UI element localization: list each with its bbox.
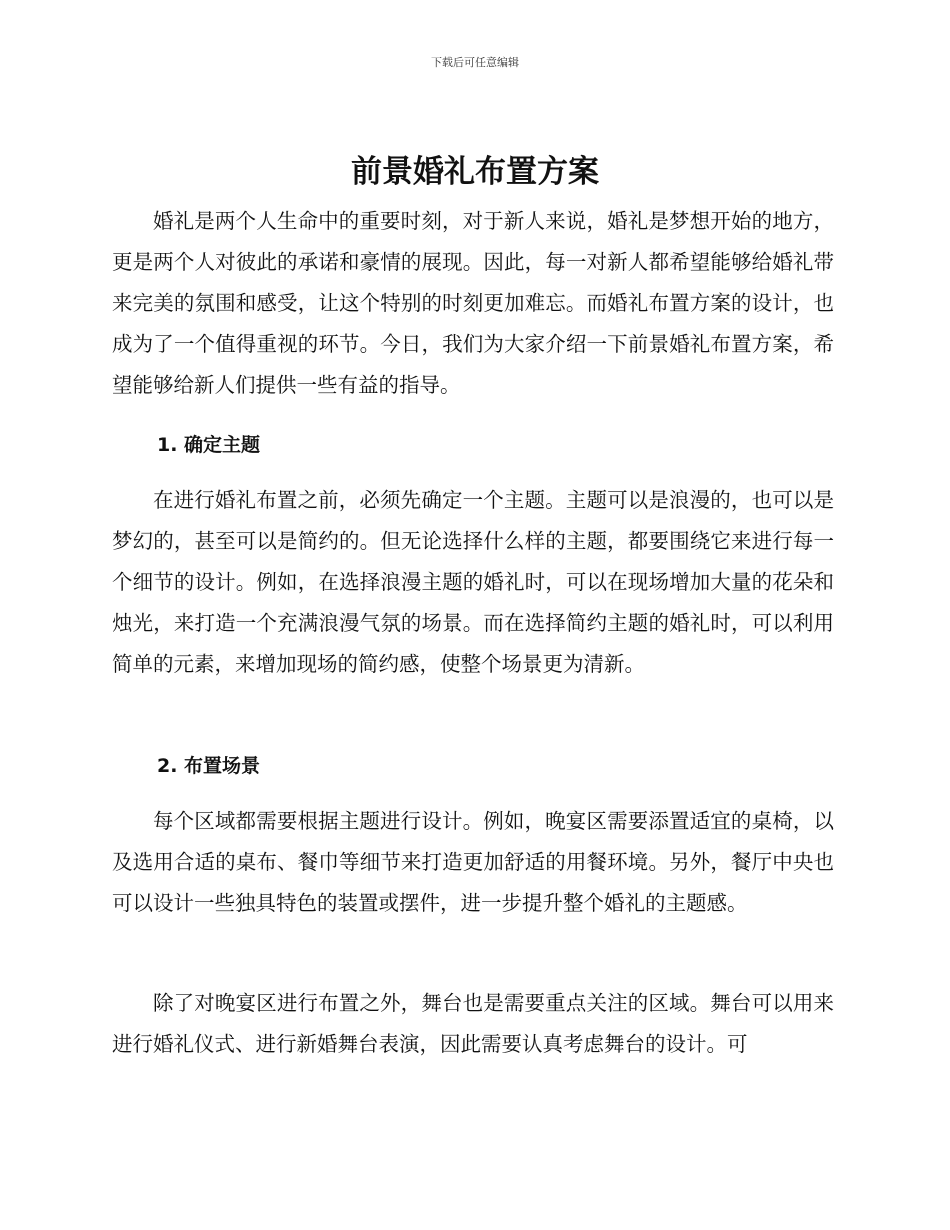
section-2-body-a (112, 801, 834, 924)
intro-paragraph: 婚礼是两个人生命中的重要时刻，对于新人来说，婚礼是梦想开始的地方，更是两个人对彼此的承诺和豪情的展现。因此，每一对新人都希望能够给婚礼带来完美的氛围和感受，让这个特别的时刻更加难忘。而婚礼布置方案的设计，也成为了一个值得重视的环节。今日，我们为大家介绍一下前景婚礼布置方案，希望能够给新人们提供一些有益的指导。 (112, 209, 834, 397)
section-2-paragraph-2: 除了对晚宴区进行布置之外，舞台也是需要重点关注的区域。舞台可以用来进行婚礼仪式、进行新婚舞台表演，因此需要认真考虑舞台的设计。可 (112, 991, 834, 1056)
section-1-paragraph-1: 在进行婚礼布置之前，必须先确定一个主题。主题可以是浪漫的，也可以是梦幻的，甚至可以是简约的。但无论选择什么样的主题，都要围绕它来进行每一个细节的设计。例如，在选择浪漫主题的婚礼时，可以在现场增加大量的花朵和烛光，来打造一个充满浪漫气氛的场景。而在选择简约主题的婚礼时，可以利用简单的元素，来增加现场的简约感，使整个场景更为清新。 (112, 488, 834, 676)
intro-block (112, 201, 834, 406)
header-note: 下载后可任意编辑 (431, 56, 519, 69)
section-2-paragraph-1: 每个区域都需要根据主题进行设计。例如，晚宴区需要添置适宜的桌椅，以及选用合适的桌布、餐巾等细节来打造更加舒适的用餐环境。另外，餐厅中央也可以设计一些独具特色的装置或摆件，进一步提升整个婚礼的主题感。 (112, 809, 834, 915)
section-2-body-b (112, 983, 834, 1065)
section-heading-2: 2. 布置场景 (157, 755, 261, 777)
section-heading-1: 1. 确定主题 (157, 434, 261, 456)
section-1-body (112, 480, 834, 685)
page-title: 前景婚礼布置方案 (351, 154, 599, 190)
